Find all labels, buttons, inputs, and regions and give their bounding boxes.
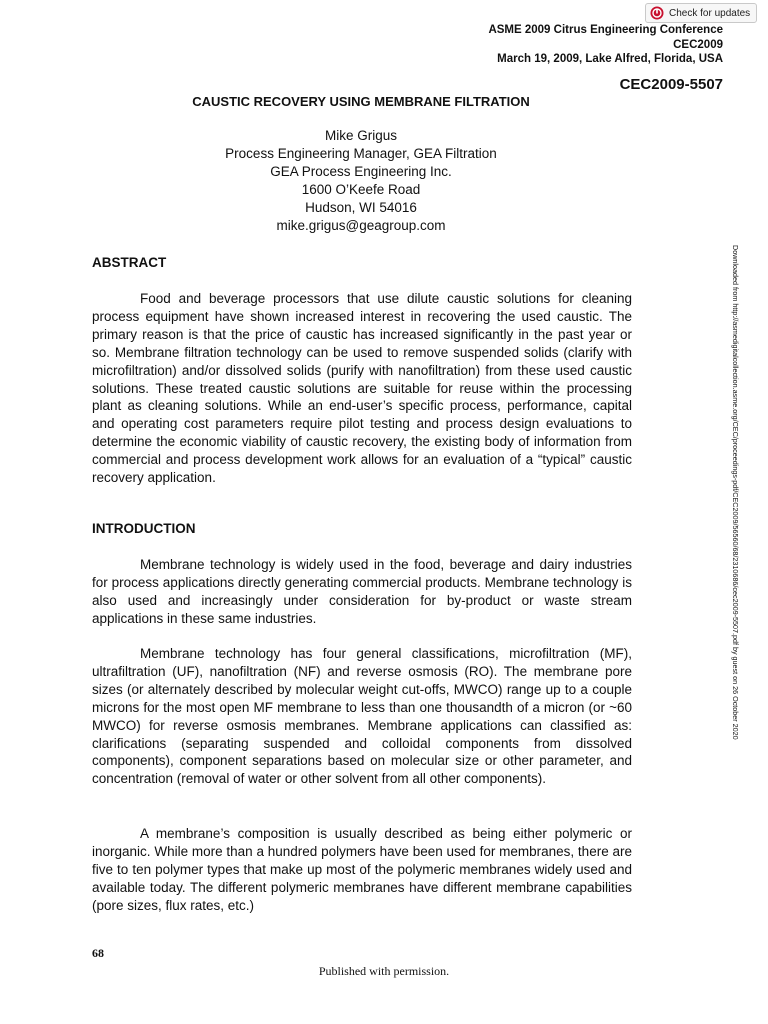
abstract-heading: ABSTRACT (92, 255, 167, 270)
conference-code: CEC2009 (673, 38, 723, 51)
download-notice (731, 245, 748, 830)
check-for-updates-button[interactable] (645, 3, 757, 23)
author-street: 1600 O’Keefe Road (301, 182, 421, 197)
permission-note: Published with permission. (318, 964, 450, 978)
introduction-heading: INTRODUCTION (92, 521, 196, 536)
page-number: 68 (92, 946, 104, 960)
abstract-paragraph: Food and beverage processors that use dilute caustic solutions for cleaning process equipment have shown increased interest in recovering the used caustic. The primary reason is that the price of caustic has increased significantly in the past year or so. Membrane filtration technology can be used to remove suspended solids (clarify with microfiltration) and/or dissolved solids (purify with nanofiltration) from these used caustic solutions. These treated caustic solutions are suitable for reuse within the processing plant as cleaning solutions. While an end-user’s specific process, performance, capital and operating cost parameters require pilot testing and process design evaluations to determine the economic viability of caustic recovery, the existing body of information from commercial and process development work allows for an evaluation of a “typical” caustic recovery application. (92, 291, 632, 486)
author-email: mike.grigus@geagroup.com (276, 218, 446, 233)
check-for-updates-label: Check for updates (669, 7, 751, 19)
author-name: Mike Grigus (324, 128, 397, 143)
download-notice-text: Downloaded from http://asmedigitalcollection.asme.org/CEC/proceedings-pdf/CEC2009/56560/68/2310686/cec2009-5507.pdf by guest on 26 October 2020 (731, 245, 740, 740)
conference-date-location: March 19, 2009, Lake Alfred, Florida, USA (497, 53, 723, 65)
paper-title: CAUSTIC RECOVERY USING MEMBRANE FILTRATION (192, 94, 530, 109)
introduction-paragraph-1: Membrane technology is widely used in the food, beverage and dairy industries for process applications directly generating commercial products. Membrane technology is also used and increasingly under consideration for by-product or waste stream applications in these same industries. (92, 557, 632, 626)
author-city: Hudson, WI 54016 (305, 200, 417, 215)
conference-name: ASME 2009 Citrus Engineering Conference (488, 24, 723, 36)
introduction-paragraph-2: Membrane technology has four general classifications, microfiltration (MF), ultrafiltration (UF), nanofiltration (NF) and reverse osmosis (RO). The membrane pore sizes (or alternately described by molecular weight cut-offs, MWCO) range up to a couple microns for the most open MF membrane to less than one thousandth of a micron (or ~60 MWCO) for reverse osmosis membranes. Membrane applications can classified as: clarifications (separating suspended and colloidal components from dissolved components), component separations based on molecular size or other parameter, and concentration (removal of water or other solvent from all other components). (92, 646, 632, 787)
conference-info (488, 23, 723, 67)
paper-id: CEC2009-5507 (619, 76, 723, 93)
introduction-paragraph-3: A membrane’s composition is usually described as being either polymeric or inorganic. While more than a hundred polymers have been used for membranes, there are five to ten polymer types that make up most of the polymeric membranes widely used and available today. The different polymeric membranes have different membrane capabilities (pore sizes, flux rates, etc.) (92, 826, 632, 913)
author-organization: GEA Process Engineering Inc. (270, 164, 452, 179)
author-role: Process Engineering Manager, GEA Filtration (225, 146, 497, 161)
author-block (0, 127, 722, 235)
check-for-updates-icon (650, 6, 664, 20)
